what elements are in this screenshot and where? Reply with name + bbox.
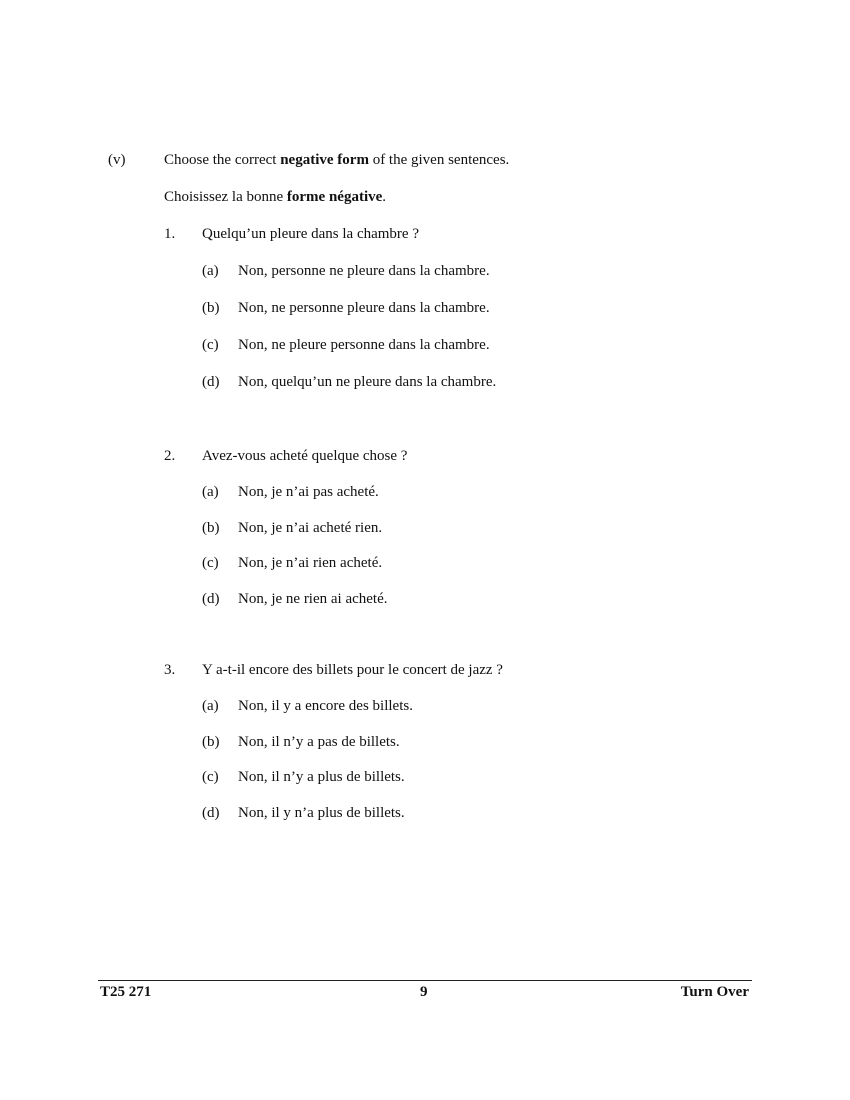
q3-option-b-text: Non, il n’y a pas de billets. [238, 734, 400, 750]
instruction-english-tail: of the given sentences. [368, 152, 510, 168]
question-3-number: 3. [164, 662, 176, 678]
q2-option-d-text: Non, je ne rien ai acheté. [238, 591, 388, 607]
q1-option-b-text: Non, ne personne pleure dans la chambre. [238, 300, 490, 316]
question-2-text: Avez-vous acheté quelque chose ? [202, 448, 408, 464]
question-3-text: Y a-t-il encore des billets pour le concert de jazz ? [202, 662, 503, 678]
q2-option-d-label: (d) [202, 591, 220, 607]
q3-option-c-label: (c) [202, 769, 219, 785]
q3-option-d-text: Non, il y n’a plus de billets. [238, 805, 405, 821]
q3-option-d-label: (d) [202, 805, 220, 821]
q1-option-a-label: (a) [202, 263, 219, 279]
q1-option-b-label: (b) [202, 300, 220, 316]
footer-page-number: 9 [420, 984, 428, 1000]
q1-option-a-text: Non, personne ne pleure dans la chambre. [238, 263, 490, 279]
q2-option-b-text: Non, je n’ai acheté rien. [238, 520, 383, 536]
instruction-english-text: Choose the correct [164, 152, 281, 168]
instruction-french [164, 189, 386, 206]
footer-paper-code: T25 271 [100, 984, 152, 1000]
q2-option-a-text: Non, je n’ai pas acheté. [238, 484, 379, 500]
footer-turn-over: Turn Over [680, 984, 749, 1000]
q3-option-a-text: Non, il y a encore des billets. [238, 698, 413, 714]
footer-divider [98, 980, 752, 981]
q2-option-b-label: (b) [202, 520, 220, 536]
q2-option-c-label: (c) [202, 555, 219, 571]
q1-option-d-label: (d) [202, 374, 220, 390]
q1-option-c-text: Non, ne pleure personne dans la chambre. [238, 337, 490, 353]
instruction-english [164, 152, 509, 169]
q2-option-c-text: Non, je n’ai rien acheté. [238, 555, 383, 571]
instruction-french-tail: . [382, 189, 387, 205]
instruction-french-bold: forme négative [286, 189, 383, 205]
q1-option-d-text: Non, quelqu’un ne pleure dans la chambre. [238, 374, 497, 390]
instruction-english-bold: negative form [280, 152, 369, 168]
q2-option-a-label: (a) [202, 484, 219, 500]
question-1-text: Quelqu’un pleure dans la chambre ? [202, 226, 419, 242]
instruction-french-text: Choisissez la bonne [164, 189, 287, 205]
section-number: (v) [108, 152, 126, 168]
q3-option-c-text: Non, il n’y a plus de billets. [238, 769, 405, 785]
question-1-number: 1. [164, 226, 176, 242]
q3-option-b-label: (b) [202, 734, 220, 750]
q1-option-c-label: (c) [202, 337, 219, 353]
q3-option-a-label: (a) [202, 698, 219, 714]
question-2-number: 2. [164, 448, 176, 464]
